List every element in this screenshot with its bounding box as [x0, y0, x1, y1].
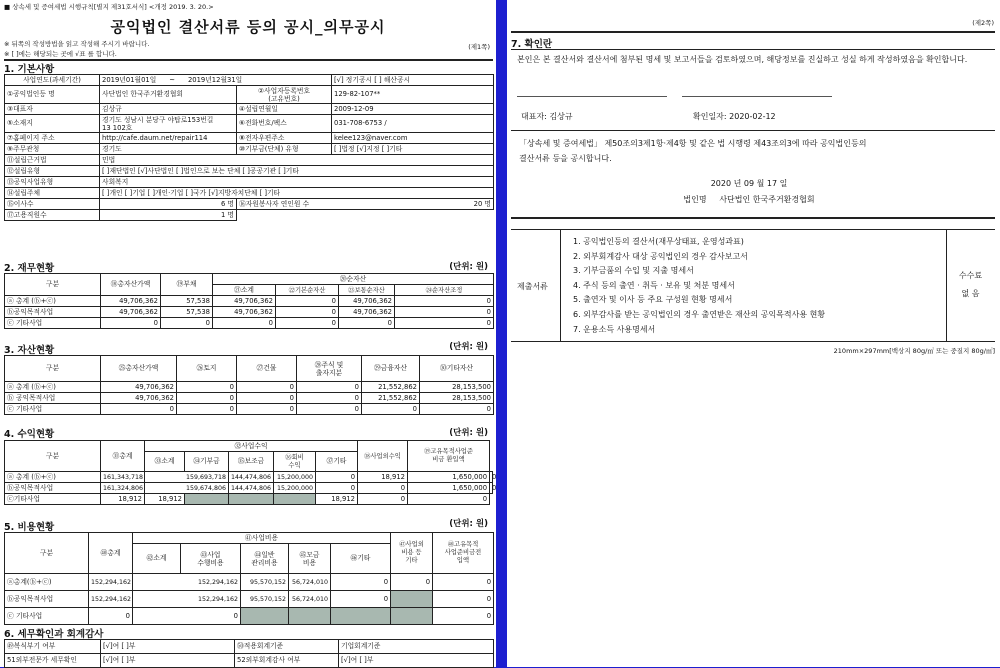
rep-name: 김상규	[549, 112, 573, 121]
law-text-2: 결산서류 등을 공시합니다.	[519, 154, 612, 163]
table-row	[5, 483, 493, 494]
expense-h-category: 구분	[5, 533, 89, 574]
assets-h-land: ㉖토지	[177, 356, 237, 382]
found-type-label: ⑫설립유형	[5, 166, 100, 177]
assets-h-stocks: ㉘주식 및 출자지분	[297, 356, 362, 382]
assets-table	[4, 355, 494, 415]
found-type-value: [ ]재단법인 [√]사단법인 [ ]법인으로 보는 단체 [ ]공공기관 [ ]기타	[100, 166, 494, 177]
cell: 159,693,718	[145, 472, 229, 483]
cell: 21,552,862	[362, 393, 420, 404]
cell: 152,294,162	[89, 574, 133, 591]
cell: 0	[408, 494, 490, 505]
finance-unit: (단위: 원)	[449, 262, 488, 272]
authority-value: 경기도	[100, 144, 237, 155]
confirm-date-label: 확인일자:	[693, 112, 727, 121]
tax-check-label: 51외부전문가 세무확인	[5, 654, 101, 668]
cell: 49,706,362	[213, 307, 276, 318]
assets-h-category: 구분	[5, 356, 101, 382]
expense-h-total: ㊵총계	[89, 533, 133, 574]
revenue-h-other: ㊲기타	[316, 452, 358, 472]
section-revenue-title: 4. 수익현황	[4, 429, 55, 440]
shaded-cell	[391, 591, 433, 608]
form-header-note: ■ 상속세 및 증여세법 시행규칙[별지 제31호서식] <개정 2019. 3. 20.>	[4, 3, 214, 11]
revenue-unit: (단위: 원)	[449, 428, 488, 438]
cell: 0	[276, 318, 339, 329]
row-label: ⓑ공익목적사업	[5, 307, 101, 318]
year-to: 2019년12월31일	[187, 75, 243, 84]
cell: 0	[276, 296, 339, 307]
finance-h-category: 구분	[5, 274, 101, 296]
cell: 18,912	[145, 494, 185, 505]
cell: 0	[237, 393, 297, 404]
assets-h-financial: ㉙금융자산	[362, 356, 420, 382]
staff-value: 1 명	[100, 210, 237, 221]
form-page-2	[507, 0, 1000, 667]
homepage-value: http://cafe.daum.net/repair114	[100, 133, 237, 144]
corp-name: 사단법인 한국주거환경협회	[719, 195, 815, 204]
email-label: ⑧전자우편주소	[237, 133, 332, 144]
founder-label: ⑭설립주체	[5, 188, 100, 199]
revenue-h-nonbiz: ㊳사업외수익	[358, 441, 408, 472]
list-item: 3. 기부금품의 수입 및 지출 명세서	[573, 266, 694, 276]
page-label: (제1쪽)	[468, 43, 490, 51]
instruction-note-2: ※ [ ]에는 해당되는 곳에 √표 를 합니다.	[4, 50, 117, 58]
cell: 144,474,806	[229, 483, 274, 494]
expense-table	[4, 532, 494, 625]
cell: 49,706,362	[101, 382, 177, 393]
rep-line	[521, 111, 573, 122]
cell: 0	[297, 382, 362, 393]
expense-h-fundraise: ㊺모금 비용	[289, 544, 331, 574]
table-row	[5, 296, 494, 307]
assets-unit: (단위: 원)	[449, 342, 488, 352]
section-expense-title: 5. 비용현황	[4, 522, 55, 533]
cell: 0	[101, 404, 177, 415]
staff-label: ⑰고용직원수	[5, 210, 100, 221]
expense-h-reserve: ㊽고유목적 사업준비금전 입액	[433, 533, 494, 574]
form-title: 공익법인 결산서류 등의 공시_의무공시	[110, 18, 386, 36]
cell: 56,724,010	[289, 591, 331, 608]
finance-h-adjust: ㉔순자산조정	[395, 285, 494, 296]
cell: 0	[133, 608, 241, 625]
finance-table	[4, 273, 494, 329]
finance-h-net-assets: ⑳순자산	[213, 274, 494, 285]
section-confirm-title: 7. 확인란	[511, 39, 553, 50]
external-audit-value: [√]여 [ ]부	[339, 654, 494, 668]
external-audit-label: 52외부회계감사 여부	[235, 654, 339, 668]
instruction-note-1: ※ 뒤쪽의 작성방법을 읽고 작성해 주시기 바랍니다.	[4, 40, 150, 48]
cell: 0	[490, 472, 493, 483]
row-label: ⓐ 총계 (ⓑ+ⓒ)	[5, 382, 101, 393]
disclosure-type: [√] 정기공시 [ ] 해산공시	[332, 75, 494, 86]
list-item: 2. 외부회계감사 대상 공익법인의 경우 감사보고서	[573, 251, 748, 261]
row-label: ⓑ 공익목적사업	[5, 393, 101, 404]
cell: 0	[237, 404, 297, 415]
cell: 1,650,000	[408, 483, 490, 494]
cell: 0	[395, 318, 494, 329]
revenue-table	[4, 440, 497, 505]
founded-value: 2009-12-09	[332, 104, 494, 115]
rep-value: 김상규	[100, 104, 237, 115]
year-from: 2019년01월01일	[102, 75, 157, 84]
bookkeeping-label: ㊾복식부기 여부	[5, 640, 101, 654]
cell: 0	[395, 296, 494, 307]
cell: 15,200,000	[274, 483, 316, 494]
assets-h-total: ㉕총자산가액	[101, 356, 177, 382]
cell: 0	[213, 318, 276, 329]
expense-unit: (단위: 원)	[449, 519, 488, 529]
row-label: ⓐ총계(ⓑ+ⓒ)	[5, 574, 89, 591]
rep-label: ③대표자	[5, 104, 100, 115]
authority-label: ⑨주무관청	[5, 144, 100, 155]
fee-label: 수수료	[958, 271, 983, 280]
docs-list	[573, 235, 825, 337]
directors-label: ⑮이사수	[5, 199, 100, 210]
cell: 144,474,806	[229, 472, 274, 483]
assets-h-other: ㉚기타자산	[420, 356, 494, 382]
cell: 18,912	[358, 472, 408, 483]
year-range	[100, 75, 332, 86]
email-value: kelee123@naver.com	[332, 133, 494, 144]
list-item: 6. 외부감사를 받는 공익법인의 경우 출연받은 재산의 공익목적사용 현황	[573, 309, 826, 319]
cell: 0	[331, 591, 391, 608]
table-row	[5, 608, 494, 625]
expense-h-subtotal: ㊷소계	[133, 544, 181, 574]
section-assets-title: 3. 자산현황	[4, 345, 55, 356]
row-label: ⓐ 총계 (ⓑ+ⓒ)	[5, 472, 101, 483]
revenue-h-business: ㉜사업수익	[145, 441, 358, 452]
cell: 0	[395, 307, 494, 318]
year-label: 사업연도(과세기간)	[5, 75, 100, 86]
phone-label: ⑥전화번호/팩스	[237, 115, 332, 133]
row-label: ⓒ 기타사업	[5, 404, 101, 415]
cell: 28,153,500	[420, 393, 494, 404]
cell: 0	[391, 574, 433, 591]
cell: 49,706,362	[101, 393, 177, 404]
list-item: 7. 운용소득 사용명세서	[573, 324, 656, 334]
table-row	[5, 574, 494, 591]
cell: 161,343,718	[101, 472, 145, 483]
cell: 0	[433, 591, 494, 608]
cell: 0	[339, 318, 395, 329]
table-row	[5, 393, 494, 404]
cell: 0	[177, 404, 237, 415]
donation-type-label: ⑩기부금(단체) 유형	[237, 144, 332, 155]
cell: 159,674,806	[145, 483, 229, 494]
cell: 0	[297, 404, 362, 415]
founded-label: ④설립연월일	[237, 104, 332, 115]
revenue-h-subsidy: ㉟보조금	[229, 452, 274, 472]
year-tilde: ~	[169, 75, 175, 84]
expense-h-admin: ㊹일반 관리비용	[241, 544, 289, 574]
cell: 0	[237, 382, 297, 393]
cell: 49,706,362	[339, 307, 395, 318]
docs-label: 제출서류	[517, 282, 548, 291]
cell: 152,294,162	[89, 591, 133, 608]
cell: 1,650,000	[408, 472, 490, 483]
basic-info-table	[4, 74, 494, 221]
cell: 49,706,362	[339, 296, 395, 307]
table-row	[5, 318, 494, 329]
revenue-h-subtotal: ㉝소계	[145, 452, 185, 472]
row-label: ⓑ공익목적사업	[5, 591, 89, 608]
phone-value: 031-708-6753 /	[332, 115, 494, 133]
cell: 0	[420, 404, 494, 415]
homepage-label: ⑦홈페이지 주소	[5, 133, 100, 144]
org-name-label: ①공익법인등 명	[5, 86, 100, 104]
table-row	[5, 494, 493, 505]
finance-h-normal: ㉓보통순자산	[339, 285, 395, 296]
shaded-cell	[185, 494, 229, 505]
tax-check-value: [√]여 [ ]부	[101, 654, 235, 668]
assets-h-building: ㉗건물	[237, 356, 297, 382]
shaded-cell	[241, 608, 289, 625]
revenue-h-reserve: ㊴고유목적사업준 비금 환입액	[408, 441, 490, 472]
cell: 49,706,362	[101, 296, 161, 307]
address-label: ⑤소재지	[5, 115, 100, 133]
table-row	[5, 307, 494, 318]
cell: 0	[358, 494, 408, 505]
publish-date: 2020 년 09 월 17 일	[710, 179, 788, 188]
documents-box	[511, 229, 995, 342]
founder-value: [ ]개인 [ ]기업 [ ]개인·기업 [ ]국가 [√]지방자치단체 [ ]기타	[100, 188, 494, 199]
cell: 18,912	[316, 494, 358, 505]
volunteers-label: ⑯자원봉사자 연인원 수	[239, 199, 310, 208]
cell: 0	[362, 404, 420, 415]
volunteers-cell	[237, 199, 494, 210]
cell: 0	[331, 574, 391, 591]
expense-h-perform: ㊸사업 수행비용	[181, 544, 241, 574]
finance-h-subtotal: ㉑소계	[213, 285, 276, 296]
rep-label: 대표자:	[521, 112, 547, 121]
table-row	[5, 382, 494, 393]
cell: 0	[297, 393, 362, 404]
cell: 18,912	[101, 494, 145, 505]
cell: 95,570,152	[241, 574, 289, 591]
section-finance-title: 2. 재무현황	[4, 263, 55, 274]
directors-value: 6 명	[100, 199, 237, 210]
shaded-cell	[391, 608, 433, 625]
cell: 0	[316, 472, 358, 483]
list-item: 5. 출연자 및 이사 등 주요 구성원 현황 명세서	[573, 295, 733, 305]
bizno-value: 129-82-107**	[332, 86, 494, 104]
section-basic-title: 1. 기본사항	[4, 64, 55, 75]
cell: 49,706,362	[213, 296, 276, 307]
corp-line	[507, 194, 991, 205]
audit-table	[4, 639, 494, 668]
shaded-cell	[289, 608, 331, 625]
bizno-label: ②사업자등록번호 (고유번호)	[237, 86, 332, 104]
expense-h-business: ㊶사업비용	[133, 533, 391, 544]
fee-value: 없 음	[961, 289, 980, 298]
row-label: ⓒ 기타사업	[5, 608, 89, 625]
row-label: ⓒ 기타사업	[5, 318, 101, 329]
cell: 0	[316, 483, 358, 494]
expense-h-nonbiz: ㊼사업외 비용 등 기타	[391, 533, 433, 574]
cell: 0	[177, 382, 237, 393]
cell: 152,294,162	[133, 591, 241, 608]
cell: 56,724,010	[289, 574, 331, 591]
page-label-2: (제2쪽)	[972, 19, 994, 27]
org-name-value: 사단법인 한국주거환경협회	[100, 86, 237, 104]
cell: 0	[358, 483, 408, 494]
revenue-h-category: 구분	[5, 441, 101, 472]
donation-type-value: [ ]법정 [√]지정 [ ]기타	[332, 144, 494, 155]
cell: 0	[433, 608, 494, 625]
legal-basis-label: ⑪설립근거법	[5, 155, 100, 166]
confirm-date: 2020-02-12	[729, 112, 776, 121]
table-row	[5, 591, 494, 608]
legal-basis-value: 민법	[100, 155, 494, 166]
finance-h-basic: ㉒기본순자산	[276, 285, 339, 296]
public-biz-type-label: ⑬공익사업유형	[5, 177, 100, 188]
accounting-std-label: ㊿적용회계기준	[235, 640, 339, 654]
list-item: 1. 공익법인등의 결산서(재무상태표, 운영성과표)	[573, 237, 744, 246]
cell: 21,552,862	[362, 382, 420, 393]
revenue-h-total: ㉛총계	[101, 441, 145, 472]
cell: 0	[490, 483, 493, 494]
expense-h-other: ㊻기타	[331, 544, 391, 574]
row-label: ⓑ공익목적사업	[5, 483, 101, 494]
cell: 57,538	[161, 307, 213, 318]
cell: 161,324,806	[101, 483, 145, 494]
cell: 0	[101, 318, 161, 329]
address-value: 경기도 성남시 분당구 야탑로153번길 13 102호	[100, 115, 237, 133]
accounting-std-value: 기업회계기준	[339, 640, 494, 654]
revenue-h-fees: ㊱회비 수익	[274, 452, 316, 472]
corp-label: 법인명	[683, 195, 707, 204]
revenue-h-donation: ㉞기부금	[185, 452, 229, 472]
table-row	[5, 404, 494, 415]
finance-h-liabilities: ⑲부채	[161, 274, 213, 296]
public-biz-type-value: 사회복지	[100, 177, 494, 188]
cell: 28,153,500	[420, 382, 494, 393]
cell: 152,294,162	[133, 574, 241, 591]
cell: 0	[177, 393, 237, 404]
shaded-cell	[229, 494, 274, 505]
list-item: 4. 주식 등의 출연 · 취득 · 보유 및 처분 명세서	[573, 280, 735, 290]
cell: 49,706,362	[101, 307, 161, 318]
cell: 0	[433, 574, 494, 591]
row-label: ⓐ 총계 (ⓑ+ⓒ)	[5, 296, 101, 307]
volunteers-value: 20 명	[473, 199, 492, 208]
table-row	[5, 472, 493, 483]
law-text-1: 「상속세 및 증여세법」 제50조의3제1항·제4항 및 같은 법 시행령 제43조의3에 따라 공익법인등의	[519, 139, 867, 148]
paper-note: 210mm×297mm[백상지 80g/㎡ 또는 중질지 80g/㎡]	[833, 347, 995, 355]
cell: 57,538	[161, 296, 213, 307]
row-label: ⓒ기타사업	[5, 494, 101, 505]
bookkeeping-value: [√]여 [ ]부	[101, 640, 235, 654]
confirm-text: 본인은 본 결산서와 결산서에 첨부된 명세 및 보고서들을 검토하였으며, 해당정보를 진실하고 성실 하게 작성하였음을 확인합니다.	[517, 55, 968, 64]
confirm-date-line	[693, 111, 776, 122]
finance-h-total-assets: ⑱총자산가액	[101, 274, 161, 296]
section-audit-title: 6. 세무확인과 회계감사	[4, 629, 104, 640]
cell: 0	[161, 318, 213, 329]
cell: 0	[276, 307, 339, 318]
shaded-cell	[274, 494, 316, 505]
cell: 95,570,152	[241, 591, 289, 608]
shaded-cell	[331, 608, 391, 625]
cell: 15,200,000	[274, 472, 316, 483]
form-page-1	[0, 0, 496, 667]
cell: 0	[89, 608, 133, 625]
